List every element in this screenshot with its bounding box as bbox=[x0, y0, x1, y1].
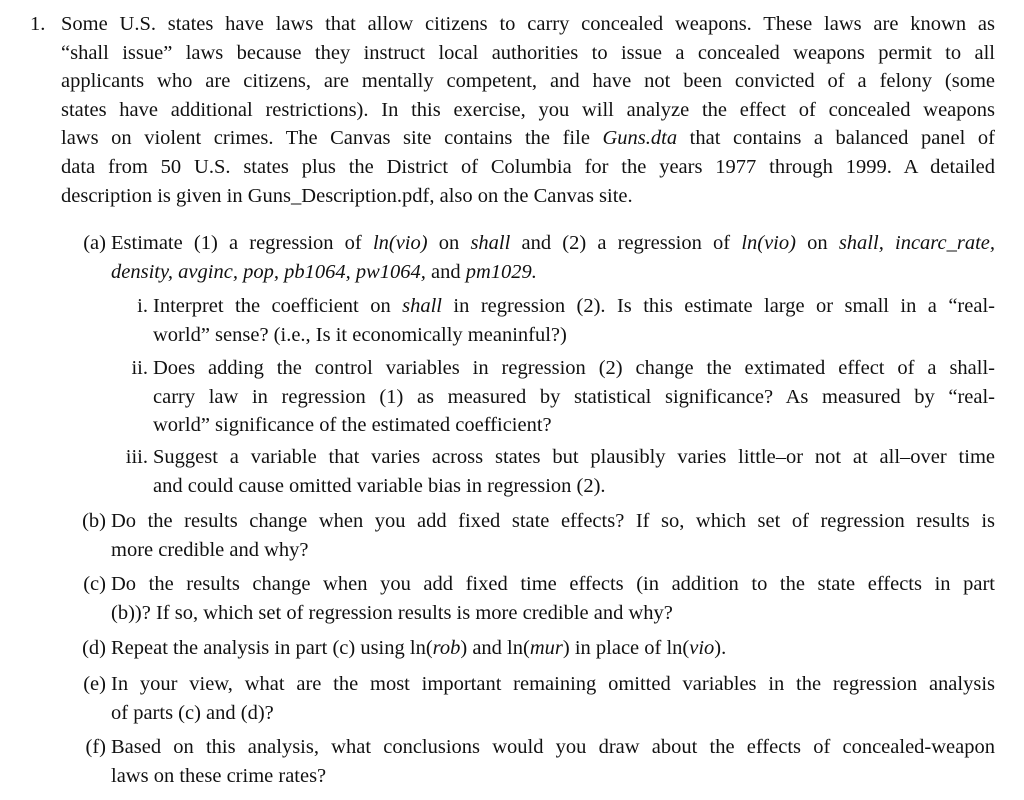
part-line: In your view, what are the most important remaining omitted variables in the regression analysis bbox=[111, 673, 995, 695]
part-label: (f) bbox=[85, 736, 106, 758]
part-line: Estimate (1) a regression of ln(vio) on shall and (2) a regression of ln(vio) on shall, incarc_rate, bbox=[111, 232, 996, 254]
part-text bbox=[111, 507, 995, 564]
subpart-label: iii. bbox=[125, 446, 148, 468]
part-line: of parts (c) and (d)? bbox=[111, 701, 274, 724]
subpart-label: ii. bbox=[131, 357, 148, 379]
part-text bbox=[111, 570, 995, 627]
subpart-line: Interpret the coefficient on shall in regression (2). Is this estimate large or small in a “real- bbox=[153, 295, 995, 317]
subpart-line: world” significance of the estimated coefficient? bbox=[153, 414, 552, 437]
subpart-text bbox=[153, 292, 995, 349]
problem-intro bbox=[61, 10, 995, 210]
part-text bbox=[111, 670, 995, 727]
intro-line: applicants who are citizens, are mentally competent, and have not been convicted of a felony (some bbox=[61, 70, 995, 93]
part-label: (d) bbox=[82, 637, 106, 659]
part-label: (c) bbox=[83, 573, 106, 595]
intro-line: states have additional restrictions). In this exercise, you will analyze the effect of concealed weapons bbox=[61, 98, 995, 121]
part-line: more credible and why? bbox=[111, 538, 309, 561]
subpart-line: carry law in regression (1) as measured by statistical significance? As measured by “real- bbox=[153, 385, 995, 408]
part-text bbox=[111, 733, 995, 790]
part-line: density, avginc, pop, pb1064, pw1064, and pm1029. bbox=[111, 260, 537, 283]
intro-line: “shall issue” laws because they instruct local authorities to issue a concealed weapons permit to all bbox=[61, 41, 995, 64]
part-label: (e) bbox=[83, 673, 106, 695]
subpart-line: and could cause omitted variable bias in regression (2). bbox=[153, 474, 606, 497]
intro-line: laws on violent crimes. The Canvas site contains the file Guns.dta that contains a balanced panel of bbox=[61, 127, 996, 150]
part-line: (b))? If so, which set of regression results is more credible and why? bbox=[111, 601, 673, 624]
subpart-text bbox=[153, 354, 995, 440]
subpart-line: Suggest a variable that varies across states but plausibly varies little–or not at all–over time bbox=[153, 446, 995, 468]
part-label: (b) bbox=[82, 510, 106, 532]
subpart-label: i. bbox=[137, 295, 148, 317]
part-label: (a) bbox=[83, 232, 106, 254]
part-line: Do the results change when you add fixed state effects? If so, which set of regression results is bbox=[111, 510, 995, 532]
problem-number: 1. bbox=[30, 13, 46, 35]
intro-line: description is given in Guns_Description.pdf, also on the Canvas site. bbox=[61, 184, 633, 207]
part-line: Repeat the analysis in part (c) using ln(rob) and ln(mur) in place of ln(vio). bbox=[111, 637, 727, 659]
intro-line: data from 50 U.S. states plus the District of Columbia for the years 1977 through 1999. A detailed bbox=[61, 155, 995, 178]
subpart-line: world” sense? (i.e., Is it economically meaninful?) bbox=[153, 323, 567, 346]
part-text bbox=[111, 634, 995, 663]
part-text bbox=[111, 229, 995, 286]
part-line: Do the results change when you add fixed time effects (in addition to the state effects in part bbox=[111, 573, 995, 595]
subpart-text bbox=[153, 443, 995, 500]
subpart-line: Does adding the control variables in regression (2) change the extimated effect of a shall- bbox=[153, 357, 995, 379]
part-line: Based on this analysis, what conclusions would you draw about the effects of concealed-weapon bbox=[111, 736, 995, 758]
intro-line: Some U.S. states have laws that allow citizens to carry concealed weapons. These laws are known as bbox=[61, 13, 995, 35]
part-line: laws on these crime rates? bbox=[111, 764, 327, 787]
